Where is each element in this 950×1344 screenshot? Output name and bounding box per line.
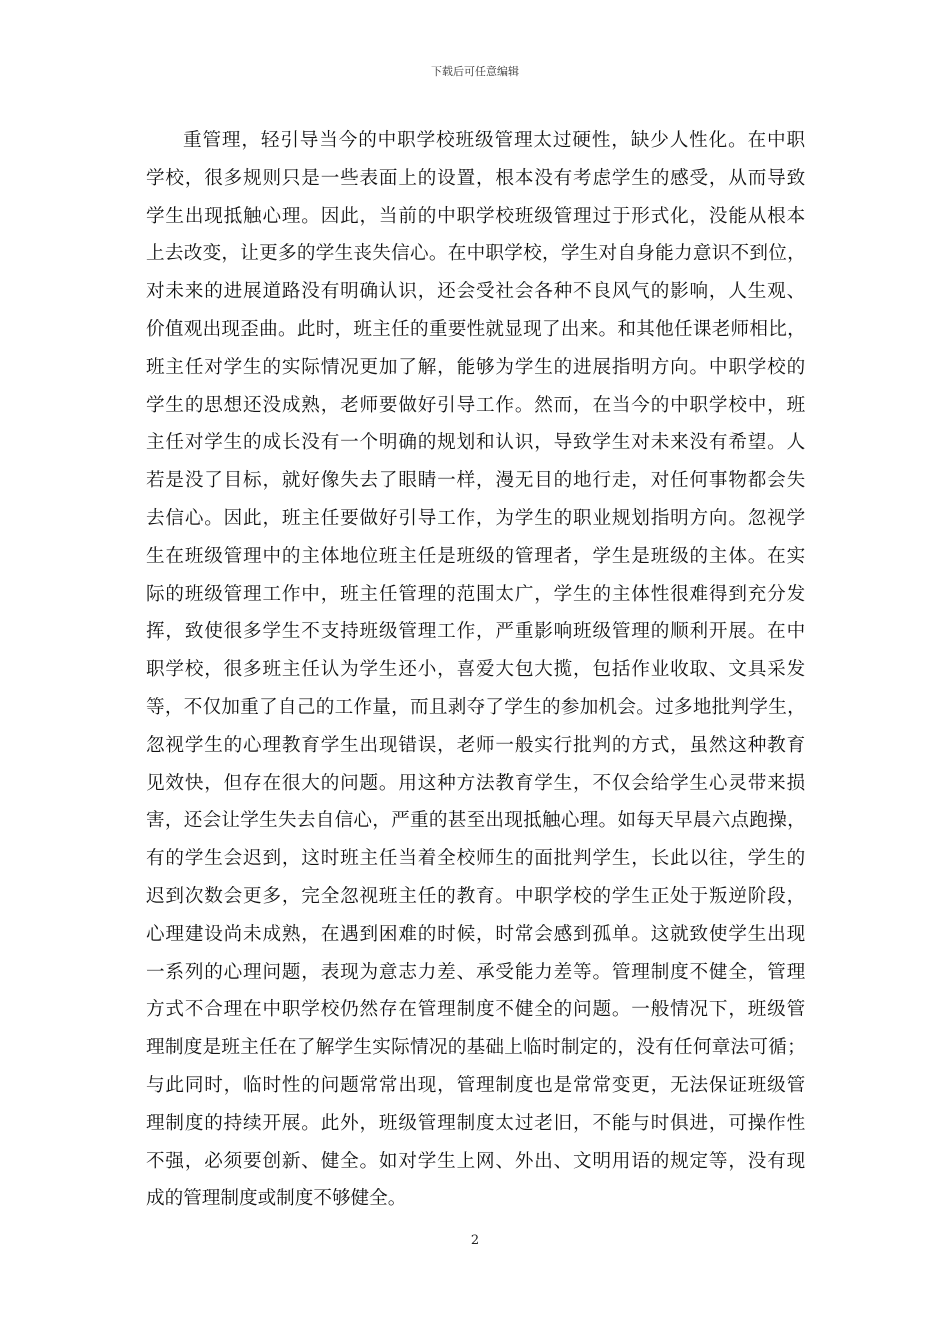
page-number: 2 (470, 1233, 480, 1248)
text-line: 学生的思想还没成熟，老师要做好引导工作。然而，在当今的中职学校中，班 (146, 394, 806, 416)
text-line: 成的管理制度或制度不够健全。 (146, 1188, 407, 1210)
text-line: 挥，致使很多学生不支持班级管理工作，严重影响班级管理的顺利开展。在中 (146, 621, 806, 643)
text-line: 学校，很多规则只是一些表面上的设置，根本没有考虑学生的感受，从而导致 (146, 167, 806, 189)
text-line: 去信心。因此，班主任要做好引导工作，为学生的职业规划指明方向。忽视学 (146, 507, 806, 529)
text-line: 班主任对学生的实际情况更加了解，能够为学生的进展指明方向。中职学校的 (146, 356, 806, 378)
text-line: 价值观出现歪曲。此时，班主任的重要性就显现了出来。和其他任课老师相比， (146, 318, 806, 340)
text-line: 迟到次数会更多，完全忽视班主任的教育。中职学校的学生正处于叛逆阶段， (146, 885, 806, 907)
text-line: 学生出现抵触心理。因此，当前的中职学校班级管理过于形式化，没能从根本 (146, 205, 806, 227)
text-line: 一系列的心理问题，表现为意志力差、承受能力差等。管理制度不健全，管理 (146, 961, 806, 983)
text-line: 与此同时，临时性的问题常常出现，管理制度也是常常变更，无法保证班级管 (146, 1074, 806, 1096)
text-line: 见效快，但存在很大的问题。用这种方法教育学生，不仅会给学生心灵带来损 (146, 772, 806, 794)
text-line: 若是没了目标，就好像失去了眼睛一样，漫无目的地行走，对任何事物都会失 (146, 470, 806, 492)
text-line: 方式不合理在中职学校仍然存在管理制度不健全的问题。一般情况下，班级管 (146, 999, 806, 1021)
text-line: 心理建设尚未成熟，在遇到困难的时候，时常会感到孤单。这就致使学生出现 (146, 923, 806, 945)
text-line: 理制度是班主任在了解学生实际情况的基础上临时制定的，没有任何章法可循； (146, 1037, 806, 1059)
text-line: 忽视学生的心理教育学生出现错误，老师一般实行批判的方式，虽然这种教育 (146, 734, 806, 756)
text-line: 对未来的进展道路没有明确认识，还会受社会各种不良风气的影响，人生观、 (146, 281, 806, 303)
body-paragraph (146, 122, 806, 1218)
text-line: 等，不仅加重了自己的工作量，而且剥夺了学生的参加机会。过多地批判学生， (146, 696, 806, 718)
text-line: 上去改变，让更多的学生丧失信心。在中职学校，学生对自身能力意识不到位， (146, 243, 806, 265)
text-line: 害，还会让学生失去自信心，严重的甚至出现抵触心理。如每天早晨六点跑操， (146, 810, 806, 832)
text-line: 不强，必须要创新、健全。如对学生上网、外出、文明用语的规定等，没有现 (146, 1150, 806, 1172)
text-line: 重管理，轻引导当今的中职学校班级管理太过硬性，缺少人性化。在中职 (183, 130, 806, 151)
text-line: 主任对学生的成长没有一个明确的规划和认识，导致学生对未来没有希望。人 (146, 432, 806, 454)
text-line: 生在班级管理中的主体地位班主任是班级的管理者，学生是班级的主体。在实 (146, 545, 806, 567)
page-header: 下载后可任意编辑 (431, 65, 519, 78)
text-line: 际的班级管理工作中，班主任管理的范围太广，学生的主体性很难得到充分发 (146, 583, 806, 605)
text-line: 职学校，很多班主任认为学生还小，喜爱大包大揽，包括作业收取、文具采发 (146, 659, 806, 681)
text-line: 有的学生会迟到，这时班主任当着全校师生的面批判学生，长此以往，学生的 (146, 848, 806, 870)
text-line: 理制度的持续开展。此外，班级管理制度太过老旧，不能与时俱进，可操作性 (146, 1112, 806, 1134)
